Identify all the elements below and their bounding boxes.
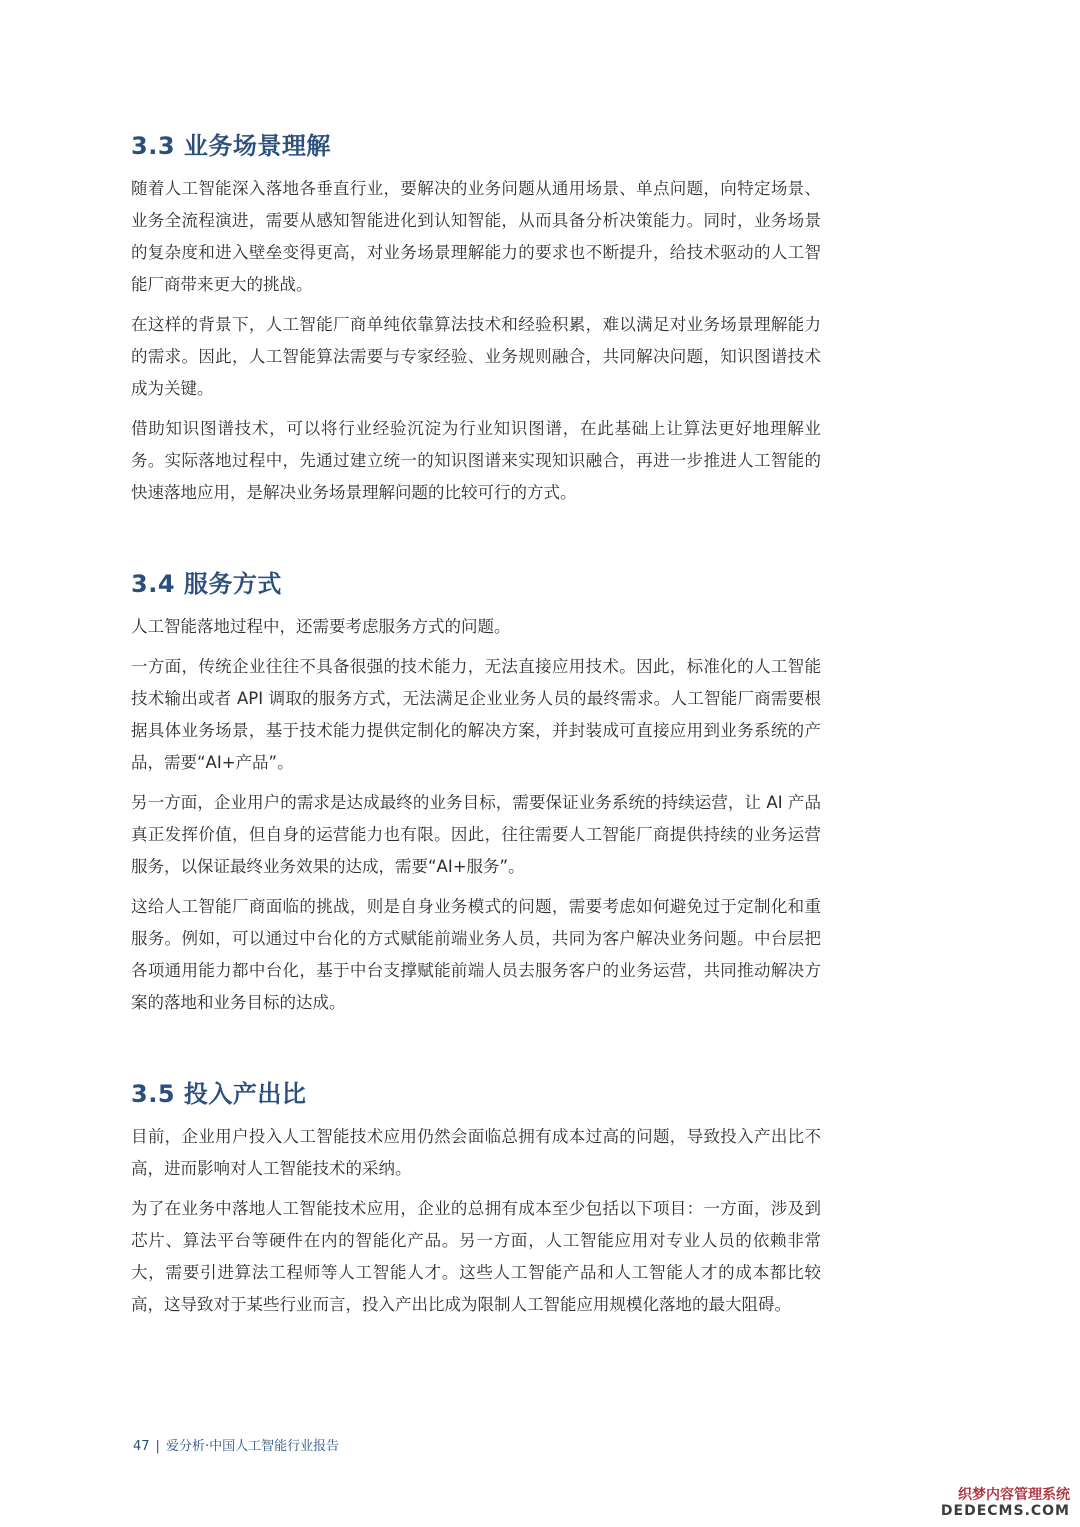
paragraph: 借助知识图谱技术，可以将行业经验沉淀为行业知识图谱，在此基础上让算法更好地理解业务。实际落地过程中，先通过建立统一的知识图谱来实现知识融合，再进一步推进人工智能的快速落地应用，是解决业务场景理解问题的比较可行的方式。: [131, 419, 821, 502]
page-number: 47: [133, 1439, 150, 1454]
section-title: 3.4 服务方式: [131, 570, 282, 598]
page-footer: [133, 1437, 339, 1457]
paragraph: 另一方面，企业用户的需求是达成最终的业务目标，需要保证业务系统的持续运营，让 AI 产品真正发挥价值，但自身的运营能力也有限。因此，往往需要人工智能厂商提供持续的业务运营服务，以保证最终业务效果的达成，需要“AI+服务”。: [131, 793, 821, 876]
section-3-5: [131, 1077, 821, 1321]
section-title: 3.3 业务场景理解: [131, 132, 331, 160]
paragraph: 为了在业务中落地人工智能技术应用，企业的总拥有成本至少包括以下项目：一方面，涉及到芯片、算法平台等硬件在内的智能化产品。另一方面，人工智能应用对专业人员的依赖非常大，需要引进算法工程师等人工智能人才。这些人工智能产品和人工智能人才的成本都比较高，这导致对于某些行业而言，投入产出比成为限制人工智能应用规模化落地的最大阻碍。: [131, 1199, 821, 1314]
paragraph: 人工智能落地过程中，还需要考虑服务方式的问题。: [131, 617, 511, 636]
paragraph: 这给人工智能厂商面临的挑战，则是自身业务模式的问题，需要考虑如何避免过于定制化和重服务。例如，可以通过中台化的方式赋能前端业务人员，共同为客户解决业务问题。中台层把各项通用能力都中台化，基于中台支撑赋能前端人员去服务客户的业务运营，共同推动解决方案的落地和业务目标的达成。: [131, 897, 821, 1012]
footer-separator: |: [155, 1439, 160, 1454]
section-3-4: [131, 567, 821, 1019]
report-title: 爱分析·中国人工智能行业报告: [165, 1439, 340, 1454]
paragraph: 一方面，传统企业往往不具备很强的技术能力，无法直接应用技术。因此，标准化的人工智能技术输出或者 API 调取的服务方式，无法满足企业业务人员的最终需求。人工智能厂商需要根据具体业务场景，基于技术能力提供定制化的解决方案，并封装成可直接应用到业务系统的产品，需要“AI+产品”。: [131, 657, 821, 772]
section-title: 3.5 投入产出比: [131, 1080, 307, 1108]
paragraph: 目前，企业用户投入人工智能技术应用仍然会面临总拥有成本过高的问题，导致投入产出比不高，进而影响对人工智能技术的采纳。: [131, 1127, 821, 1178]
report-content: [131, 129, 821, 1329]
paragraph: 随着人工智能深入落地各垂直行业，要解决的业务问题从通用场景、单点问题，向特定场景、业务全流程演进，需要从感知智能进化到认知智能，从而具备分析决策能力。同时，业务场景的复杂度和进入壁垒变得更高，对业务场景理解能力的要求也不断提升，给技术驱动的人工智能厂商带来更大的挑战。: [131, 179, 821, 294]
section-3-3: [131, 129, 821, 509]
watermark: [941, 1487, 1070, 1519]
paragraph: 在这样的背景下，人工智能厂商单纯依靠算法技术和经验积累，难以满足对业务场景理解能力的需求。因此，人工智能算法需要与专家经验、业务规则融合，共同解决问题，知识图谱技术成为关键。: [131, 315, 821, 398]
watermark-text-en: DEDECMS.COM: [940, 1503, 1070, 1519]
watermark-text-cn: 织梦内容管理系统: [958, 1487, 1070, 1503]
